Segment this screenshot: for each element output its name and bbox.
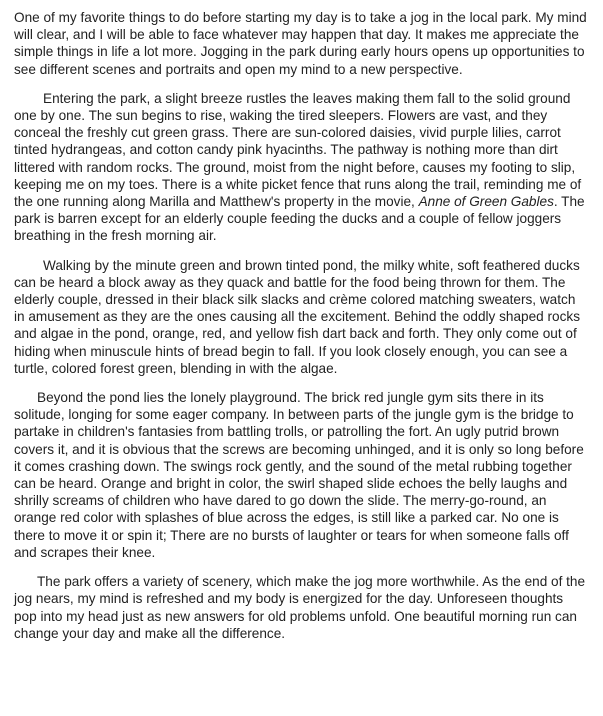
paragraph-text: . The park is barren except for an elderly couple feeding the ducks and a couple of fellow joggers breathing in the fresh morning air. (14, 194, 585, 244)
paragraph-pond: Walking by the minute green and brown tinted pond, the milky white, soft feathered ducks can be heard a block away as they quack and battle for the food being thrown for them. The elderly couple, dressed in their black silk slacks and crème colored matching sweaters, watch in amusement as they are the ones causing all the excitement. Behind the oddly shaped rocks and algae in the pond, orange, red, and yellow fish dart back and forth. They only come out of hiding when minuscule hints of bread begin to fall. If you look closely enough, you can see a turtle, colored forest green, blending in with the algae. (14, 257, 580, 376)
paragraph-playground: Beyond the pond lies the lonely playground. The brick red jungle gym sits there in its solitude, longing for some eager company. In between parts of the jungle gym is the bridge to partake in children's fantasies from battling trolls, or patrolling the fort. An ugly putrid brown covers it, and it is obvious that the screws are becoming unhinged, and it is only so long before it comes crashing down. The swings rock gently, and the sound of the metal rubbing together can be heard. Orange and bright in color, the swirl shaped slide echoes the belly laughs and shrilly screams of children who have dared to go down the slide. The merry-go-round, an orange red color with splashes of blue across the edges, is still like a parked car. No one is there to move it or spin it; There are no bursts of laughter or tears for when someone falls off and scrapes their knee. (14, 390, 584, 560)
movie-title: Anne of Green Gables (418, 194, 554, 210)
paragraph-text: Entering the park, a slight breeze rustles the leaves making them fall to the solid ground one by one. The sun begins to rise, waking the tired sleepers. Flowers are vast, and they conceal the freshly cut green grass. There are sun-colored daisies, vivid purple lilies, carrot tinted hydrangeas, and cotton candy pink hyacinths. The pathway is nothing more than dirt littered with random rocks. The ground, moist from the night before, causes my footing to slip, keeping me on my toes. There is a white picket fence that runs along the trail, reminding me of the one running along Marilla and Matthew's property in the movie, (14, 90, 582, 210)
paragraph-entering-park (14, 90, 589, 245)
paragraph-intro: One of my favorite things to do before starting my day is to take a jog in the local park. My mind will clear, and I will be able to face whatever may happen that day. It makes me appreciate the simple things in life a lot more. Jogging in the park during early hours opens up opportunities to see different scenes and portraits and open my mind to a new perspective. (14, 10, 587, 77)
paragraph-conclusion: The park offers a variety of scenery, which make the jog more worthwhile. As the end of the jog nears, my mind is refreshed and my body is energized for the day. Unforeseen thoughts pop into my head just as new answers for old problems unfold. One beautiful morning run can change your day and make all the difference. (14, 574, 586, 641)
